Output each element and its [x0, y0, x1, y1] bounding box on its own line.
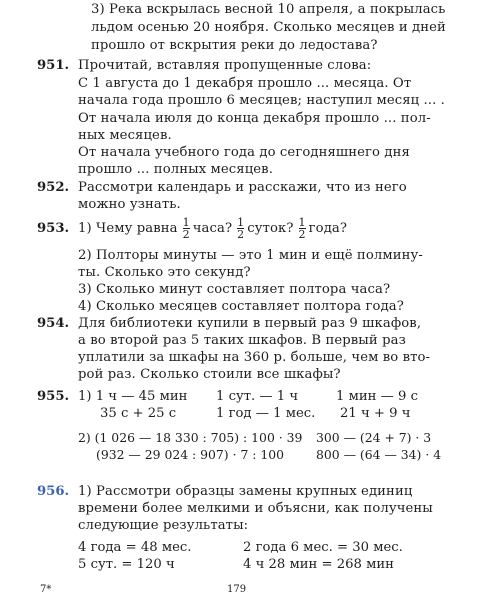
- problem-951-number: 951.: [37, 58, 70, 73]
- problem-955-r1c1: 1) 1 ч — 45 мин: [78, 389, 188, 404]
- problem-955-r3c2: 300 — (24 + 7) · 3: [316, 430, 432, 445]
- problem-952-line-1: Рассмотри календарь и расскажи, что из него: [78, 180, 407, 195]
- problem-953-question-1: [78, 213, 347, 245]
- printer-signature-mark: 7*: [40, 584, 52, 595]
- problem-956-example-4: 4 ч 28 мин = 268 мин: [243, 557, 394, 572]
- q1-text-a: 1) Чему равна: [78, 221, 178, 236]
- page-number: 179: [227, 584, 247, 595]
- problem-951-line-2: С 1 августа до 1 декабря прошло ... месяца. От: [78, 76, 412, 91]
- problem-952-number: 952.: [37, 180, 70, 195]
- problem-951-line-4: От начала июля до конца декабря прошло ... пол-: [78, 111, 431, 126]
- problem-950-line-1: 3) Река вскрылась весной 10 апреля, а покрылась: [91, 2, 446, 17]
- problem-955-r4c2: 800 — (64 — 34) · 4: [316, 447, 442, 462]
- problem-954-line-2: а во второй раз 5 таких шкафов. В первый раз: [78, 333, 406, 348]
- problem-951-line-1: Прочитай, вставляя пропущенные слова:: [78, 58, 372, 73]
- problem-956-line-1: 1) Рассмотри образцы замены крупных единиц: [78, 484, 413, 499]
- problem-956-line-3: следующие результаты:: [78, 518, 249, 533]
- q1-text-c: суток?: [247, 221, 294, 236]
- problem-953-line-2: 2) Полторы минуты — это 1 мин и ещё полмину-: [78, 248, 423, 263]
- problem-952-line-2: можно узнать.: [78, 197, 181, 212]
- fraction-one-half: $\frac{1}{2}$: [182, 216, 190, 241]
- problem-954-line-3: уплатили за шкафы на 360 р. больше, чем во вто-: [78, 350, 431, 365]
- fraction-one-half: $\frac{1}{2}$: [298, 216, 306, 241]
- problem-955-r2c3: 21 ч + 9 ч: [340, 406, 411, 421]
- problem-955-r2c2: 1 год — 1 мес.: [216, 406, 316, 421]
- problem-954-line-1: Для библиотеки купили в первый раз 9 шкафов,: [78, 316, 422, 331]
- problem-955-r1c2: 1 сут. — 1 ч: [216, 389, 299, 404]
- q1-text-d: года?: [308, 221, 348, 236]
- problem-955-number: 955.: [37, 389, 70, 404]
- problem-956-example-3: 5 сут. = 120 ч: [78, 557, 175, 572]
- problem-951-line-7: прошло ... полных месяцев.: [78, 162, 273, 177]
- problem-951-line-5: ных месяцев.: [78, 128, 172, 143]
- problem-955-r4c1: (932 — 29 024 : 907) · 7 : 100: [96, 447, 285, 462]
- problem-953-line-5: 4) Сколько месяцев составляет полтора года?: [78, 299, 404, 314]
- problem-955-r1c3: 1 мин — 9 с: [336, 389, 418, 404]
- problem-951-line-6: От начала учебного года до сегодняшнего дня: [78, 145, 410, 160]
- problem-951-line-3: начала года прошло 6 месяцев; наступил месяц ... .: [78, 93, 445, 108]
- fraction-one-half: $\frac{1}{2}$: [237, 216, 245, 241]
- problem-950-line-3: прошло от вскрытия реки до ледостава?: [91, 38, 378, 53]
- problem-953-number: 953.: [37, 221, 70, 236]
- problem-955-r3c1: 2) (1 026 — 18 330 : 705) : 100 · 39: [78, 430, 303, 445]
- problem-950-line-2: льдом осенью 20 ноября. Сколько месяцев и дней: [91, 20, 446, 35]
- problem-954-number: 954.: [37, 316, 70, 331]
- problem-956-number: 956.: [37, 484, 70, 499]
- problem-956-example-2: 2 года 6 мес. = 30 мес.: [243, 540, 403, 555]
- problem-956-line-2: времени более мелкими и объясни, как получены: [78, 501, 433, 516]
- q1-text-b: часа?: [192, 221, 233, 236]
- problem-953-line-4: 3) Сколько минут составляет полтора часа?: [78, 282, 391, 297]
- problem-954-line-4: рой раз. Сколько стоили все шкафы?: [78, 367, 341, 382]
- problem-953-line-3: ты. Сколько это секунд?: [78, 265, 251, 280]
- problem-955-r2c1: 35 с + 25 с: [100, 406, 177, 421]
- problem-956-example-1: 4 года = 48 мес.: [78, 540, 192, 555]
